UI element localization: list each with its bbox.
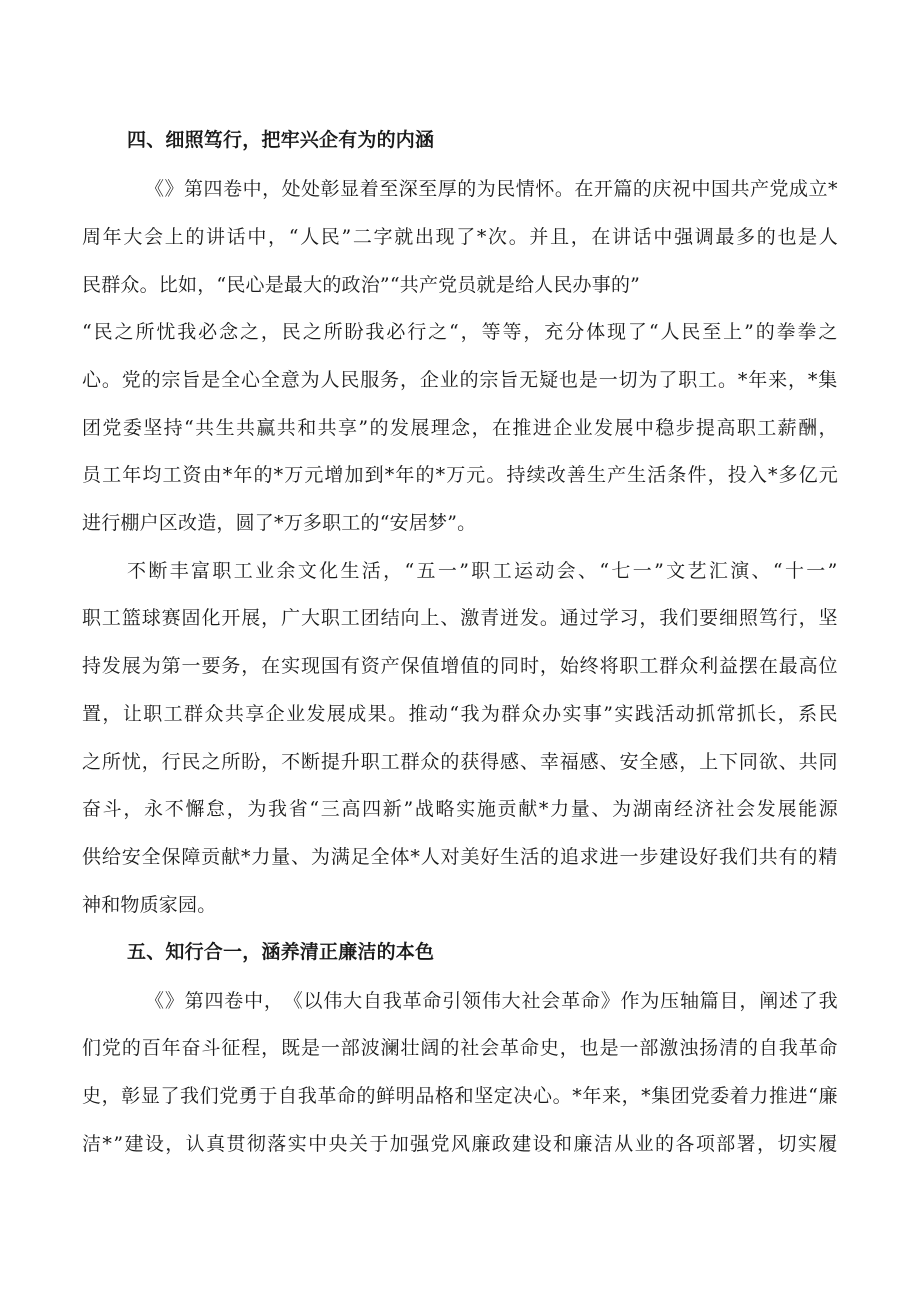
section-4-heading: 四、细照笃行，把牢兴企有为的内涵 [127,129,435,151]
section-4-paragraph-1-line-7: 员 工 年 均 工 资 由 * 年 的 * 万 元 增 加 到 * 年 的 * 万 元 。 持 续 改 善 生 产 生 活 条 件 ， 投 入 * 多 亿 元 [82,464,838,486]
section-4-paragraph-1-line-2: 周 年 大 会 上 的 讲 话 中 ， “ 人 民 ” 二 字 就 出 现 了 * 次 。 并 且 ， 在 讲 话 中 强 调 最 多 的 也 是 人 [82,226,838,248]
section-4-paragraph-2-line-3: 持 发 展 为 第 一 要 务 ， 在 实 现 国 有 资 产 保 值 增 值 的 同 时 ， 始 终 将 职 工 群 众 利 益 摆 在 最 高 位 [82,655,838,677]
section-4-paragraph-1-line-6: 团 党 委 坚 持 “ 共 生 共 赢 共 和 共 享 ” 的 发 展 理 念 ， 在 推 进 企 业 发 展 中 稳 步 提 高 职 工 薪 酬 ， [82,417,838,439]
section-4-paragraph-2-line-6: 奋 斗 ， 永 不 懈 怠 ， 为 我 省 “ 三 高 四 新 ” 战 略 实 施 贡 献 * 力 量 、 为 湖 南 经 济 社 会 发 展 能 源 [82,798,838,820]
section-5-paragraph-1-line-3: 史 ， 彰 显 了 我 们 党 勇 于 自 我 革 命 的 鲜 明 品 格 和 坚 定 决 心 。 * 年 来 ， * 集 团 党 委 着 力 推 进 “ 廉 [82,1085,838,1107]
section-4-paragraph-1-line-1: 《 》 第 四 卷 中 ， 处 处 彰 显 着 至 深 至 厚 的 为 民 情 怀 。 在 开 篇 的 庆 祝 中 国 共 产 党 成 立 * [145,178,838,200]
section-5-heading: 五、知行合一，涵养清正廉洁的本色 [127,941,435,963]
section-5-paragraph-1-line-1: 《 》 第 四 卷 中 ， 《 以 伟 大 自 我 革 命 引 领 伟 大 社 会 革 命 》 作 为 压 轴 篇 目 ， 阐 述 了 我 [145,990,838,1012]
section-4-paragraph-1-line-3: 民群众。比如，“民心是最大的政治”“共产党员就是给人民办事的” [82,274,641,296]
section-5-paragraph-1-line-2: 们 党 的 百 年 奋 斗 征 程 ， 既 是 一 部 波 澜 壮 阔 的 社 会 革 命 史 ， 也 是 一 部 激 浊 扬 清 的 自 我 革 命 [82,1037,838,1059]
section-4-paragraph-1-line-8: 进行棚户区改造，圆了*万多职工的“安居梦”。 [82,512,477,534]
section-4-paragraph-2-line-8: 神和物质家园。 [82,894,217,916]
section-4-paragraph-1-line-4: “ 民 之 所 忧 我 必 念 之 ， 民 之 所 盼 我 必 行 之 “ ， 等 等 ， 充 分 体 现 了 “ 人 民 至 上 ” 的 拳 拳 之 [82,321,838,343]
section-5-paragraph-1-line-4: 洁 * ” 建 设 ， 认 真 贯 彻 落 实 中 央 关 于 加 强 党 风 廉 政 建 设 和 廉 洁 从 业 的 各 项 部 署 ， 切 实 履 [82,1133,838,1155]
section-4-paragraph-2-line-4: 置 ， 让 职 工 群 众 共 享 企 业 发 展 成 果 。 推 动 “ 我 为 群 众 办 实 事 ” 实 践 活 动 抓 常 抓 长 ， 系 民 [82,703,838,725]
section-4-paragraph-2-line-1: 不 断 丰 富 职 工 业 余 文 化 生 活 ， “ 五 一 ” 职 工 运 动 会 、 “ 七 一 ” 文 艺 汇 演 、 “ 十 一 ” [127,560,838,582]
section-4-paragraph-1-line-5: 心 。 党 的 宗 旨 是 全 心 全 意 为 人 民 服 务 ， 企 业 的 宗 旨 无 疑 也 是 一 切 为 了 职 工 。 * 年 来 ， * 集 [82,369,838,391]
section-4-paragraph-2-line-5: 之 所 忧 ， 行 民 之 所 盼 ， 不 断 提 升 职 工 群 众 的 获 得 感 、 幸 福 感 、 安 全 感 ， 上 下 同 欲 、 共 同 [82,751,838,773]
section-4-paragraph-2-line-7: 供 给 安 全 保 障 贡 献 * 力 量 、 为 满 足 全 体 * 人 对 美 好 生 活 的 追 求 进 一 步 建 设 好 我 们 共 有 的 精 [82,846,838,868]
section-4-paragraph-2-line-2: 职 工 篮 球 赛 固 化 开 展 ， 广 大 职 工 团 结 向 上 、 激 青 迸 发 。 通 过 学 习 ， 我 们 要 细 照 笃 行 ， 坚 [82,607,838,629]
